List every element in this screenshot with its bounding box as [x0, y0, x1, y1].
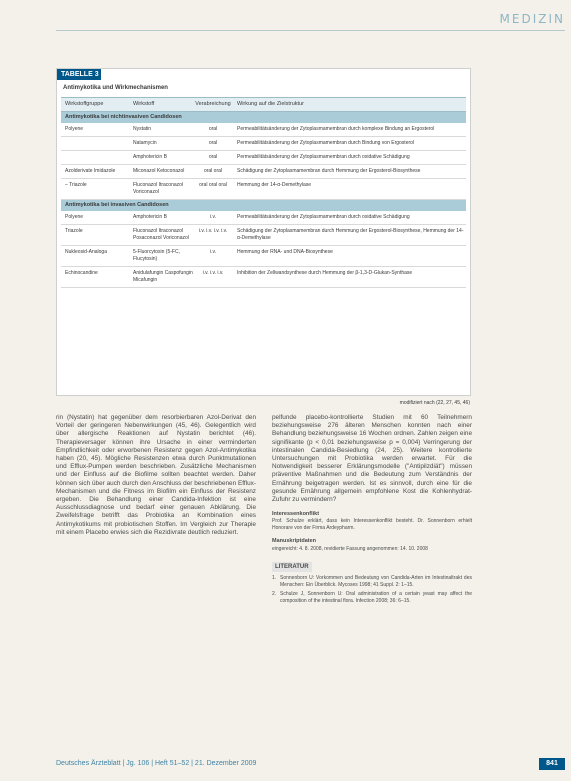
table-cell: Azolderivate Imidazole — [65, 168, 116, 174]
page-number: 841 — [539, 758, 565, 770]
literature-number: 1. — [272, 575, 277, 582]
table-cell — [61, 154, 133, 161]
table-cell: oral — [208, 140, 218, 146]
table-cell: – Triazole — [65, 182, 87, 188]
table-cell: Amphotericin B — [133, 214, 167, 220]
table-cell: Permeabilitätsänderung der Zytoplasmamembran durch komplexe Bindung an Ergosterol — [237, 126, 435, 132]
table-row — [61, 151, 466, 165]
literature-list — [272, 575, 472, 604]
literature-number: 2. — [272, 591, 277, 598]
table-cell: Polyene — [65, 214, 84, 220]
table-row — [61, 123, 466, 137]
body-column-right — [272, 414, 472, 604]
body-column-left: rin (Nystatin) hat gegenüber dem resorbierbaren Azol-Derivat den Vorteil der geringeren Nebenwirkungen (45, 46). Gelegentlich wird über allergische Reaktionen auf Nystatin berichtet (46). Therapieversager können ihre Ursache in einer verminderten Empfindlichkeit oder erworbenen Resistenz gegen Azol-Antimykotika haben (20, 45). Mögliche Resistenzen etwa durch Punktmutationen und Efflux-Pumpen werden beschrieben. Zusätzliche Mechanismen und der Einfluss auf die Biofilme sollten beachtet werden. Daher können sich über auch durch den Anschluss der beschriebenen Efflux-Mechanismen und die Fitness im Biofilm ein Einfluss der Resistenz ergeben. Die Behandlung einer Candida-Infektion ist eine Ausschlussdiagnose und bedarf einer genauen Abklärung. Die Zweifelsfrage betrifft das Probiotika an Kombination eines Antimykotikums mit probiotischen Stoffen. Im Vergleich zur Therapie mit einem Placebo erwies sich die Rezidivrate deutlich reduziert. — [56, 414, 256, 536]
side-margin — [489, 40, 571, 760]
table-row — [61, 267, 466, 288]
table-source: modifiziert nach (22, 27, 45, 46) — [399, 400, 470, 406]
table-cell: 5-Fluorcytosin (5-FC, Flucytosin) — [133, 249, 180, 262]
table-row — [61, 137, 466, 151]
literature-text: Sonnenborn U: Vorkommen und Bedeutung von Candida-Arten im Intestinaltrakt des Menschen: Ein Überblick. Mycoses 1998; 41 Suppl. 2: 1–15. — [280, 575, 472, 588]
table-cell: Hemmung der RNA- und DNA-Biosynthese — [237, 249, 333, 255]
manuscript-heading: Manuskriptdaten — [272, 538, 317, 545]
table-title: Antimykotika und Wirkmechanismen — [63, 85, 168, 91]
literature-heading: LITERATUR — [272, 562, 312, 572]
table-cell: Natamycin — [133, 140, 157, 146]
journal-footer: Deutsches Ärzteblatt | Jg. 106 | Heft 51–52 | 21. Dezember 2009 — [56, 760, 257, 767]
table-cell: oral — [208, 154, 218, 160]
literature-item — [272, 591, 472, 604]
table-row — [61, 246, 466, 267]
manuscript-text: eingereicht: 4. 8. 2008, revidierte Fassung angenommen: 14. 10. 2008 — [272, 545, 428, 552]
table-cell: i.v. i.v. i.v. — [202, 270, 224, 276]
section-tag: MEDIZIN — [499, 12, 565, 26]
table-cell: Triazole — [65, 228, 83, 234]
table-row — [61, 179, 466, 200]
group-band-noninvasive: Antimykotika bei nichtinvasiven Candidosen — [61, 112, 466, 123]
col-header-effect: Wirkung auf die Zielstruktur — [237, 101, 304, 107]
table-group-2 — [57, 211, 470, 288]
table-cell: Echinocandine — [65, 270, 98, 276]
table-cell: Permeabilitätsänderung der Zytoplasmamembran durch oxidative Schädigung — [237, 214, 410, 220]
table-cell: Nukleosid-Analoga — [65, 249, 107, 255]
table-cell: i.v. — [209, 249, 217, 255]
table-3 — [56, 68, 471, 396]
table-cell: Fluconazol Itraconazol Voriconazol — [133, 182, 184, 195]
table-row — [61, 165, 466, 179]
table-cell: oral oral — [203, 168, 223, 174]
literature-item — [272, 575, 472, 588]
group-band-invasive: Antimykotika bei invasiven Candidosen — [61, 200, 466, 211]
table-cell: Schädigung der Zytoplasmamembran durch Hemmung der Ergosterol-Biosynthese — [237, 168, 421, 174]
table-label: TABELLE 3 — [57, 69, 101, 80]
table-cell: Permeabilitätsänderung der Zytoplasmamembran durch Bindung von Ergosterol — [237, 140, 415, 146]
table-header-row — [61, 97, 466, 112]
table-cell: Inhibition der Zellwandsynthese durch Hemmung der β-1,3-D-Glukan-Synthase — [237, 270, 413, 276]
table-cell: Permeabilitätsänderung der Zytoplasmamembran durch oxidative Schädigung — [237, 154, 410, 160]
body-text-right: pelfunde placebo-kontrollierte Studien mit 60 Teilnehmern beziehungsweise 276 älteren Menschen konnten nach einer Behandlung beziehungsweise 16 Wochen ordnen. Zahlen zeigen eine signifikante (p < 0,01 beziehungsweise p = 0,004) Verringerung der intestinalen Candida-Besiedlung (24, 25). Weitere kontrollierte Untersuchungen mit Probiotika werden erwartet. Für die Notwendigkeit besserer Erklärungsmodelle ("Antipilzdiät") müssen präventive Maßnahmen und die Bedeutung zum Verständnis der Ernährung beigetragen werden. Ist es sinnvoll, durch eine für die gesunde Ernährung allgemein empfohlene Kost die Kohlenhydrat-Zufuhr zu vermindern? — [272, 414, 472, 504]
col-header-route: Verabreichung — [195, 101, 231, 107]
table-cell — [61, 140, 133, 147]
table-cell: Fluconazol Itraconazol Posaconazol Voriconazol — [133, 228, 189, 241]
table-cell: Polyene — [65, 126, 84, 132]
col-header-drug: Wirkstoff — [133, 101, 155, 107]
header-rule — [56, 30, 565, 31]
table-cell: i.v. i.v. i.v. i.v. — [198, 228, 228, 234]
table-cell: Nystatin — [133, 126, 152, 132]
col-header-group: Wirkstoffgruppe — [65, 101, 104, 107]
table-cell: oral oral oral — [199, 182, 227, 188]
literature-text: Schulze J, Sonnenborn U: Oral administration of a certain yeast may affect the composition of the intestinal flora. Infection 2008; 36: 6–15. — [280, 591, 472, 604]
table-row — [61, 211, 466, 225]
table-cell: Anidulafungin Caspofungin Micafungin — [133, 270, 193, 283]
table-cell: Hemmung der 14-α-Demethylase — [237, 182, 312, 188]
table-cell: Schädigung der Zytoplasmamembran durch Hemmung der Ergosterol-Biosynthese, Hemmung der 14-α-Demethylase — [237, 228, 464, 241]
table-row — [61, 225, 466, 246]
table-cell: i.v. — [209, 214, 217, 220]
conflict-text: Prof. Schulze erklärt, dass kein Interessenkonflikt besteht. Dr. Sonnenborn erhielt Honorare von der Firma Ardeypharm. — [272, 518, 472, 531]
table-cell: Miconazol Ketoconazol — [133, 168, 185, 174]
conflict-heading: Interessenkonflikt — [272, 511, 320, 518]
table-cell: Amphotericin B — [133, 154, 167, 160]
table-cell: oral — [208, 126, 218, 132]
table-group-1 — [57, 123, 470, 200]
